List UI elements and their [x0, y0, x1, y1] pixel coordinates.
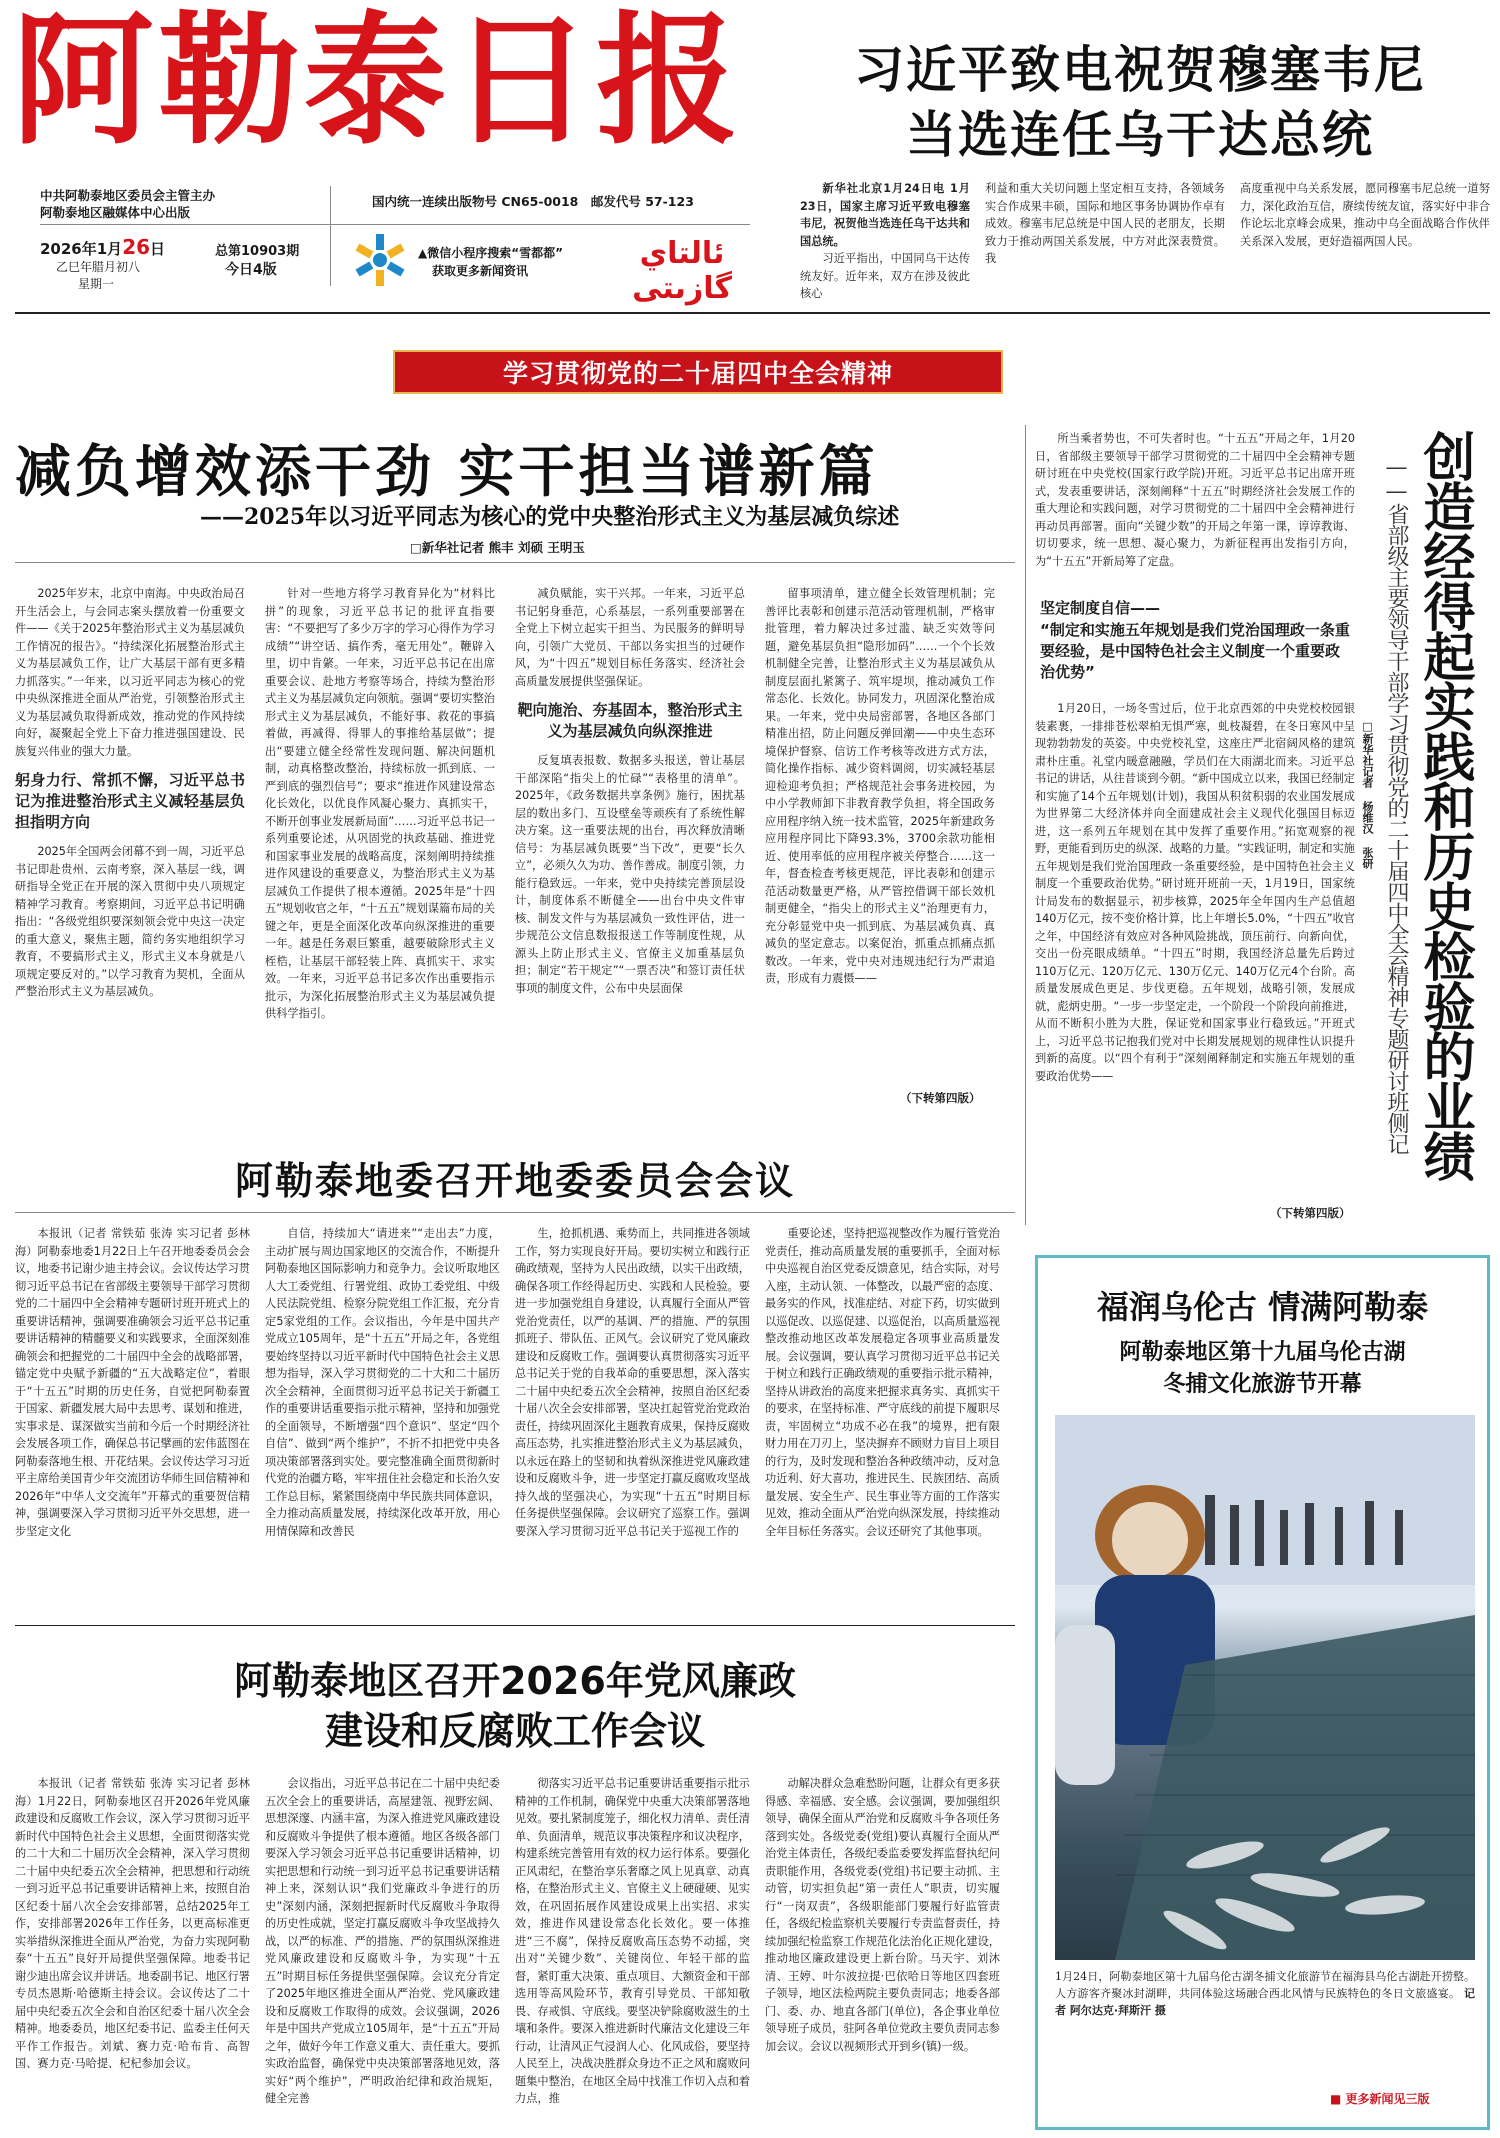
page-count: 今日4版	[225, 262, 277, 278]
main-col4-text: 留事项清单，建立健全长效管理机制；完善评比表彰和创建示范活动管理机制，严格审批管理，着力解决过多过滥、缺乏实效等问题，避免基层负担“隐形加码”……一个个长效机制健全完善，让整治形式主义为基层减负从制度层面扎紧篱子、筑牢堤坝，推动减负工作常态化、长效化。协同发力，巩固深化整治成果。一年来，党中央局密部署，各地区各部门精准出招，防止问题反弹回潮——中央生态环境保护督察、信访工作考核等改进方式方法，简化操作指标、减少资料调阅，切实减轻基层迎检迎考负担；严格规范社会事务进校园，为中小学教师卸下非教育教学负担，将全国政务应用程序纳入统一技术监管，2025年新建政务应用程序同比下降93.3%，3700余款功能相近、使用率低的应用程序被关停整合……这一年，督查检查考核更规范，评比表彰和创建示范活动数量更严格，从严管控借调干部长效机制更健全，“指尖上的形式主义”治理更有力，充分彰显党中央一抓到底、为基层减负真、真减负的坚定意志。以案促治，抓重点抓痛点抓数改。一年来，党中央对违规违纪行为严肃追责，形成有力震慑——	[765, 587, 995, 985]
lead-story-p2: 习近平指出，中国同乌干达传统友好。近年来，双方在涉及彼此核心	[800, 252, 970, 300]
top-headline-2: 当选连任乌干达总统	[906, 106, 1374, 164]
meeting2-col4-text: 动解决群众急难愁盼问题，让群众有更多获得感、幸福感、安全感。会议强调，要加强组织领导，确保全面从严治党和反腐败斗争各项任务落到实处。各级党委(党组)要认真履行全面从严治党主体责任，各级纪委监委要发挥监督执纪问责职能作用，各级党委(党组)书记要主动抓、主动管，切实担负起“第一责任人”职责，切实履行“一岗双责”，各级职能部门要履行好监管责任，各级纪检监察机关要履行专责监督责任，持续加强纪检监察工作规范化法治化正规化建设，推动地区廉政建设更上新台阶。马天宇、刘沐清、王婷、叶尔波拉提·巴依哈日等地区四套班子领导，地区法检两院主要负责同志；地委各部门、委、办、地直各部门(单位)，各企事业单位领导班子成员，驻阿各单位党政主要负责同志参加会议。会议以视频形式开到乡(镇)一级。	[765, 1777, 1000, 2053]
side-p2: 1月20日，一场冬雪过后，位于北京西郊的中央党校校园银装素裹，一排排苍松翠柏无惧严寒，虬枝凝碧，在冬日寒风中呈现勃勃勃发的英姿。中央党校礼堂，这座庄严北宿阔风格的建筑肃朴庄重。礼堂内暖意融融，学员们在大雨湖北而来。习近平总书记的讲话，从往昔谈到今朝。“新中国成立以来，我国已经制定和实施了14个五年规划(计划)，我国从积贫积弱的农业国发展成为世界第二大经济体并向全面建成社会主义现代化强国目标迈进，这一系列五年规划在其中发挥了重要作用。”拓宽观察的视野，更能看到历史的纵深、战略的力量。“实践证明，制定和实施五年规划是我们党治国理政一条重要经验，是中国特色社会主义制度一个重要政治优势。”研讨班开班前一天，1月19日，国家统计局发布的数据显示，初步核算，2025年全年国内生产总值超140万亿元，按不变价格计算，比上年增长5.0%，“十四五”收官之年，中国经济有效应对各种风险挑战，顶压前行、向新向优，交出一份亮眼成绩单。“十四五”时期，我国经济总量先后跨过110万亿元、120万亿元、130万亿元、140万亿元4个台阶。高质量发展成色更足、步伐更稳。五年规划，战略引领，发展成就，彪炳史册。“一步一步坚定走，一个阶段一个阶段向前推进，从而不断积小胜为大胜，保证党和国家事业行稳致远。”开班式上，习近平总书记抱我们党对中长期发展规划的规律性认识提升到新的高度。以“四个有利于”深刻阐释制定和实施五年规划的重要政治优势——	[1035, 702, 1355, 1083]
lead-story-col-3	[1240, 180, 1490, 280]
main-article-continued: （下转第四版）	[900, 1091, 981, 1105]
section-banner-text: 学习贯彻党的二十届四中全会精神	[502, 359, 893, 388]
publisher-line-2: 阿勒泰地区融媒体中心出版	[40, 205, 191, 220]
main-col3-text: 减负赋能，实干兴邦。一年来，习近平总书记躬身垂范，心系基层，一系列重要部署在全党上下树立起实干担当、为民服务的鲜明导向，引领广大党员、干部以务实担当的过硬作风，为“十四五”规划目标任务落实、经济社会高质量发展提供坚强保证。	[515, 587, 745, 688]
meeting2-col3-text: 彻落实习近平总书记重要讲话重要指示批示精神的工作机制，确保党中央重大决策部署落地见效。要扎紧制度笼子，细化权力清单、责任清单、负面清单，规范议事决策程序和议决程序，构建系统完善管用有效的权力运行体系。要强化正风肃纪，在整治享乐奢靡之风上见真章、动真格，在整治形式主义、官僚主义上硬碰硬、见实效，在巩固拓展作风建设成果上出实招、求实效，推进作风建设常态化长效化。要一体推进“三不腐”，保持反腐败高压态势不动摇，突出对“关键少数”、关键岗位、年轻干部的监督，紧盯重大决策、重点项目、大额资金和干部选用等高风险环节，教育引导党员、干部知敬畏、存戒惧、守底线。要坚决铲除腐败滋生的土壤和条件。要深入推进新时代廉洁文化建设三年行动，让清风正气浸润人心、化风成俗，要坚持人民至上，决战决胜群众身边不正之风和腐败问题集中整治，在地区全局中找准工作切入点和着力点，推	[515, 1777, 750, 2105]
top-headline-1: 习近平致电祝贺穆塞韦尼	[854, 41, 1426, 99]
main-article-col-2	[265, 585, 495, 1105]
meeting1-col-4	[765, 1225, 1000, 1615]
main-article-subtitle: ——2025年以习近平同志为核心的党中央整治形式主义为基层减负综述	[200, 504, 900, 530]
lead-story-col-2	[985, 180, 1225, 280]
side-quote: “制定和实施五年规划是我们党治国理政一条重要经验，是中国特色社会主义制度一个重要政治优势”	[1040, 621, 1350, 681]
photo-story-subtitle-1: 阿勒泰地区第十九届乌伦古湖	[1119, 1340, 1406, 1365]
side-p1: 所当乘者势也，不可失者时也。“十五五”开局之年，1月20日，省部级主要领导干部学习贯彻党的二十届四中全会精神专题研讨班在中央党校(国家行政学院)开班。习近平总书记出席开班式，发表重要讲话，深刻阐释“十五五”时期经济社会发展工作的重大理论和实践问题，对学习贯彻党的二十届四中全会精神进行再动员再部署。面向“关键少数”的开局之年第一课，谆谆教诲、切切要求，统一思想、凝心聚力，为新征程再出发指引方向，为“十五五”开新局筹了定盘。	[1035, 432, 1355, 568]
weekday: 星期一	[78, 277, 115, 291]
uyghur-title: ئالتاي گازىتى	[632, 236, 732, 306]
issue-number: 总第10903期	[215, 244, 300, 259]
wechat-line-2: 获取更多新闻资讯	[432, 264, 529, 278]
section-banner	[393, 350, 1003, 394]
lead-story-p3: 利益和重大关切问题上坚定相互支持，各领域务实合作成果丰硕，国际和地区事务协调协作卓有成效。穆塞韦尼总统是中国人民的老朋友，长期致力于推动两国关系发展，中方对此深表赞赏。我	[985, 182, 1225, 265]
meeting1-col-3	[515, 1225, 750, 1615]
date-text: 2026年1月	[40, 240, 123, 258]
meeting2-col-3	[515, 1775, 750, 2130]
photo-credit: 记者 阿尔达克·拜斯汗 摄	[1055, 1987, 1476, 2017]
masthead-bottom-rule	[15, 312, 1490, 314]
main-article-divider	[15, 562, 1015, 563]
lead-story-p4: 高度重视中乌关系发展，愿同穆塞韦尼总统一道努力，深化政治互信，赓续传统友谊，落实好中非合作论坛北京峰会成果，推动中乌全面战略合作伙伴关系深入发展，更好造福两国人民。	[1240, 182, 1490, 248]
publisher-line-1: 中共阿勒泰地区委员会主管主办	[40, 188, 216, 203]
side-article-byline: □新华社记者 杨维汉 张研	[1361, 720, 1374, 869]
meeting2-col2-text: 会议指出，习近平总书记在二十届中央纪委五次全会上的重要讲话，高屋建瓴、视野宏阔、思想深邃、内涵丰富，为深入推进党风廉政建设和反腐败斗争提供了根本遵循。地区各级各部门要深入学习领会习近平总书记重要讲话精神，切实把思想和行动统一到习近平总书记重要讲话精神上来，深刻认识“我们党廉政斗争进行的历史”深刻内涵，深刻把握新时代反腐败斗争取得的历史性成就，坚定打赢反腐败斗争攻坚战持久战，以严的标准、严的措施、严的氛围纵深推进党风廉政建设和反腐败斗争，为实现“十五五”时期目标任务提供坚强保障。会议充分肯定了2025年地区推进全面从严治党、党风廉政建设和反腐败工作取得的成效。会议强调，2026年是中国共产党成立105周年，是“十五五”开局之年，做好今年工作意义重大、责任重大。要抓实政治监督，确保党中央决策部署落地见效，落实好“两个维护”，严明政治纪律和政治规矩，健全完善	[265, 1777, 500, 2105]
side-article-subtitle: ——省部级主要领导干部学习贯彻党的二十届四中全会精神专题研讨班侧记	[1384, 455, 1409, 1154]
photo-story-subtitle-2: 冬捕文化旅游节开幕	[1163, 1372, 1362, 1397]
meeting1-col3-text: 生，抢抓机遇、乘势而上，共同推进各领域工作，努力实现良好开局。要切实树立和践行正确政绩观，坚持为人民出政绩，以实干出政绩，确保各项工作经得起历史、实践和人民检验。要进一步加强党组自身建设，认真履行全面从严管党治党责任，以严的基调、严的措施、严的氛围抓班子、带队伍、正风气。会议研究了党风廉政建设和反腐败工作。强调要认真贯彻落实习近平总书记关于党的自我革命的重要思想，深入落实二十届中央纪委五次全会精神，按照自治区纪委十届八次全会安排部署，坚决扛起管党治党政治责任，持续巩固深化主题教育成果，保持反腐败高压态势，扎实推进整治形式主义为基层减负，以永远在路上的坚韧和执着纵深推进党风廉政建设和反腐败斗争，进一步坚定打赢反腐败攻坚战持久战的坚强决心，为实现“十五五”时期目标任务提供坚强保障。会议研究了巡察工作。强调要深入学习贯彻习近平总书记关于巡视工作的	[515, 1227, 750, 1538]
meeting1-col2-text: 自信，持续加大“请进来”“走出去”力度，主动扩展与周边国家地区的交流合作，不断提升阿勒泰地区国际影响力和竞争力。会议听取地区人大工委党组、行署党组、政协工委党组、中级人民法院党组、检察分院党组工作汇报，充分肯定5家党组的工作。会议指出，今年是中国共产党成立105周年，是“十五五”开局之年，各党组要始终坚持以习近平新时代中国特色社会主义思想为指导，深入学习贯彻党的二十大和二十届历次全会精神，全面贯彻习近平总书记关于新疆工作的重要讲话重要指示批示精神，坚持和加强党的全面领导，不断增强“四个意识”、坚定“四个自信”、做到“两个维护”，不折不扣把党中央各项决策部署落到实处。要完整准确全面贯彻新时代党的治疆方略，牢牢扭住社会稳定和长治久安工作总目标，紧紧围绕南中华民族共同体意识，全力推动高质量发展，持续深化改革开放，用心用情保障和改善民	[265, 1227, 500, 1538]
meeting2-col-4	[765, 1775, 1000, 2130]
main-article-title: 减负增效添干劲 实干担当谱新篇	[15, 440, 879, 505]
side-subhead-1: 坚定制度自信——	[1040, 599, 1161, 617]
issue-date	[40, 235, 165, 259]
masthead-title: 阿勒泰日报	[12, 0, 742, 164]
more-news-link[interactable]: ■ 更多新闻见三版	[1330, 2092, 1430, 2106]
masthead-divider-vert	[330, 186, 331, 286]
meeting1-rule	[15, 1212, 1015, 1213]
meeting1-col4-text: 重要论述，坚持把巡视整改作为履行管党治党责任，推动高质量发展的重要抓手，全面对标中央巡视自治区党委反馈意见，结合实际，对号入座，主动认领、一体整改，以最严密的态度、最务实的作风，找准症结、对症下药，切实做到以巡促改、以巡促建、以巡促治，以高质量巡视整改推动地区改革发展稳定各项事业高质量发展。会议强调，要认真学习贯彻习近平总书记关于树立和践行正确政绩观的重要指示批示精神，坚持从讲政治的高度来把握求真务实、真抓实干的要求，在坚持标准、严守底线的前提下履职尽责，牢固树立“功成不必在我”的境界，把有限财力用在刀刃上，坚决摒弃不顾财力盲目上项目的行为，及时发现和整治各种政绩冲动，反对急功近利、好大喜功，推进民生、民族团结、高质量发展、安全生产、民生事业等方面的工作落实见效，推动全面从严治党向纵深发展，持续推动全年目标任务落实。会议还研究了其他事项。	[765, 1227, 1000, 1538]
meeting2-title-2: 建设和反腐败工作会议	[324, 1709, 705, 1753]
snowflake-logo-icon	[350, 230, 410, 290]
photo-story-title: 福润乌伦古 情满阿勒泰	[1096, 1288, 1429, 1326]
main-col3-text-b: 反复填表报数、数据多头报送，曾让基层干部深陷“指尖上的忙碌”“表格里的清单”。2025年，《政务数据共享条例》施行，困扰基层的数出多门、互设壁垒等顽疾有了系统性解决方案。这一重要法规的出台，再次释放清晰信号：为基层减负既要“当下改”，更要“长久立”，必须久久为功、善作善成。制度引领，力能行稳致远。一年来，党中央持续完善顶层设计，制度体系不断健全——出台中央文件审核、制发文件与为基层减负一致性评估，进一步规范公文信息数报报送工作等制度性规，从源头上防止形式主义、官僚主义加重基层负担；制定“若干规定”“一票否决”和签订责任状事项的制度文件，公布中央层面保	[515, 754, 745, 995]
lead-story-p1: 新华社北京1月24日电 1月23日，国家主席习近平致电穆塞韦尼，祝贺他当选连任乌干达共和国总统。	[800, 182, 970, 248]
main-col2-text: 针对一些地方将学习教育异化为“材料比拼”的现象，习近平总书记的批评直指要害：“不要把写了多少万字的学习心得作为学习成绩”“讲空话、搞作秀，毫无用处”。鞭辟入里，切中肯綮。一年来，习近平总书记在出席重要会议、赴地方考察等场合，持续为整治形式主义为基层减负定向领航。强调“要切实整治形式主义为基层减负，不能好事、救花的事搞着做，再减得、得罪人的事推给基层做”；提出“要建立健全经常性发现问题、解决问题机制，动真格整改整治，持续标放一抓到底、一严到底的强烈信号”；要求“推进作风建设常态化长效化，以优良作风凝心聚力、真抓实干，不断开创事业发展新局面”……习近平总书记一系列重要论述，从巩固党的执政基础、推进党和国家事业发展的战略高度，深刻阐明持续推进作风建设的重要意义，为整治形式主义为基层减负工作提供了根本遵循。2025年是“十四五”规划收官之年，“十五五”规划谋篇布局的关键之年，更是全面深化改革向纵深推进的重要一年。越是任务艰巨繁重，越要破除形式主义桎梏，让基层干部轻装上阵、真抓实干、求实效。一年来，习近平总书记多次作出重要指示批示，为深化拓展整治形式主义为基层减负提供科学指引。	[265, 587, 495, 1020]
meeting2-col1-text: 本报讯（记者 常铁茹 张涛 实习记者 彭林海）1月22日，阿勒泰地区召开2026年党风廉政建设和反腐败工作会议，深入学习贯彻习近平新时代中国特色社会主义思想，全面贯彻落实党的二十大和二十届历次全会精神，深入学习贯彻二十届中央纪委五次全会精神，把思想和行动统一到习近平总书记重要讲话精神上来，按照自治区纪委十届八次全会安排部署，总结2025年工作，安排部署2026年工作任务，以更高标准更实举措纵深推进全面从严治党，为奋力实现阿勒泰“十五五”良好开局提供坚强保障。地委书记谢少迪出席会议并讲话。地委副书记、地区行署专员杰恩斯·哈德斯主持会议。会议传达了二十届中央纪委五次全会和自治区纪委十届八次全会精神。地委委员，地区纪委书记、监委主任何天平作工作报告。刘斌、赛力克·哈布肯、高智国、赛力克·马哈提、杞杞参加会议。	[15, 1777, 250, 2070]
main-col3-subhead: 靶向施治、夯基固本，整治形式主义为基层减负向纵深推进	[517, 701, 743, 740]
meeting2-top-rule	[15, 1625, 1015, 1626]
meeting2-title-1: 阿勒泰地区召开2026年党风廉政	[234, 1659, 796, 1703]
date-day: 26	[122, 235, 151, 259]
meeting2-col-2	[265, 1775, 500, 2130]
winter-fishing-photo	[1055, 1415, 1475, 1960]
issn-line: 国内统一连续出版物号 CN65-0018 邮发代号 57-123	[372, 194, 694, 209]
main-article-byline: □新华社记者 熊丰 刘硕 王明玉	[410, 540, 585, 555]
date-suffix: 日	[150, 240, 166, 258]
main-col1-text: 2025年岁末，北京中南海。中央政治局召开生活会上，与会同志案头摆放着一份重要文件——《关于2025年整治形式主义为基层减负工作情况的报告》。“持续深化拓展整治形式主义为基层减负工作，让广大基层干部有更多精力抓落实。”一年来，以习近平同志为核心的党中央纵深推进全面从严治党，引领整治形式主义为基层减负取得新成效，推动党的作风持续向好，凝聚起全党上下奋力推进强国建设、民族复兴伟业的强大力量。	[15, 587, 245, 758]
photo-caption	[1055, 1968, 1475, 2019]
main-col1-text-b: 2025年全国两会闭幕不到一周，习近平总书记即赴贵州、云南考察，深入基层一线，调研指导全党正在开展的深入贯彻中央八项规定精神学习教育。考察期间，习近平总书记明确指出：“各级党组织要深刻领会党中央这一决定的重大意义，聚焦主题，简约务实地组织学习教育，不要搞形式主义，形式主义本身就是八项规定要反对的。”以学习教育为契机，全面从严整治形式主义为基层减负。	[15, 845, 245, 998]
side-article-title: 创造经得起实践和历史检验的业绩	[1414, 430, 1474, 1180]
meeting2-col-1	[15, 1775, 250, 2130]
main-col1-subhead: 躬身力行、常抓不懈，习近平总书记为推进整治形式主义减轻基层负担指明方向	[15, 771, 245, 831]
side-article-col-top	[1035, 430, 1355, 590]
side-article-col-body	[1035, 700, 1355, 1200]
meeting1-title: 阿勒泰地委召开地委委员会会议	[234, 1159, 795, 1203]
lead-story-col-1	[800, 180, 970, 300]
main-article-col-3	[515, 585, 745, 1105]
meeting1-col-2	[265, 1225, 500, 1615]
side-article-continued: （下转第四版）	[1270, 1206, 1351, 1220]
meeting1-col-1	[15, 1225, 250, 1615]
wechat-line-1: ▲微信小程序搜索“雪都都”	[418, 246, 564, 260]
masthead-divider-horiz	[40, 224, 750, 225]
photo-caption-text: 1月24日，阿勒泰地区第十九届乌伦古湖冬捕文化旅游节在福海县乌伦古湖赴开捞整。人方游客齐聚冰封湖畔，共同体验这场融合西北风情与民族特色的冬日文旅盛宴。	[1055, 1970, 1475, 2000]
main-article-col-1	[15, 585, 245, 1105]
meeting1-col1-text: 本报讯（记者 常铁茹 张涛 实习记者 彭林海）阿勒泰地委1月22日上午召开地委委员会会议，地委书记谢少迪主持会议。会议传达学习贯彻习近平总书记在省部级主要领导干部学习贯彻党的二十届四中全会精神专题研讨班开班式上的重要讲话精神，强调要准确领会习近平总书记重要讲话精神的精髓要义和实践要求，全面深刻准确领会和把握党的二十届四中全会的战略部署，锚定党中央赋予新疆的“五大战略定位”，着眼于“十五五”时期的历史任务，自觉把阿勒泰置于国家、新疆发展大局中去思考、谋划和推进，实事求是、谋深做实当前和今后一个时期经济社会发展各项工作，确保总书记擘画的宏伟蓝图在阿勒泰落地生根、开花结果。会议传达学习习近平主席给美国青少年交流团访华师生回信精神和2026年“中华人文交流年”开幕式的重要贺信精神，强调要深入学习贯彻习近平外交思想，进一步坚定文化	[15, 1227, 250, 1538]
main-article-col-4	[765, 585, 995, 1085]
lunar-date: 乙巳年腊月初八	[56, 260, 141, 274]
side-column-divider	[1025, 425, 1026, 1225]
